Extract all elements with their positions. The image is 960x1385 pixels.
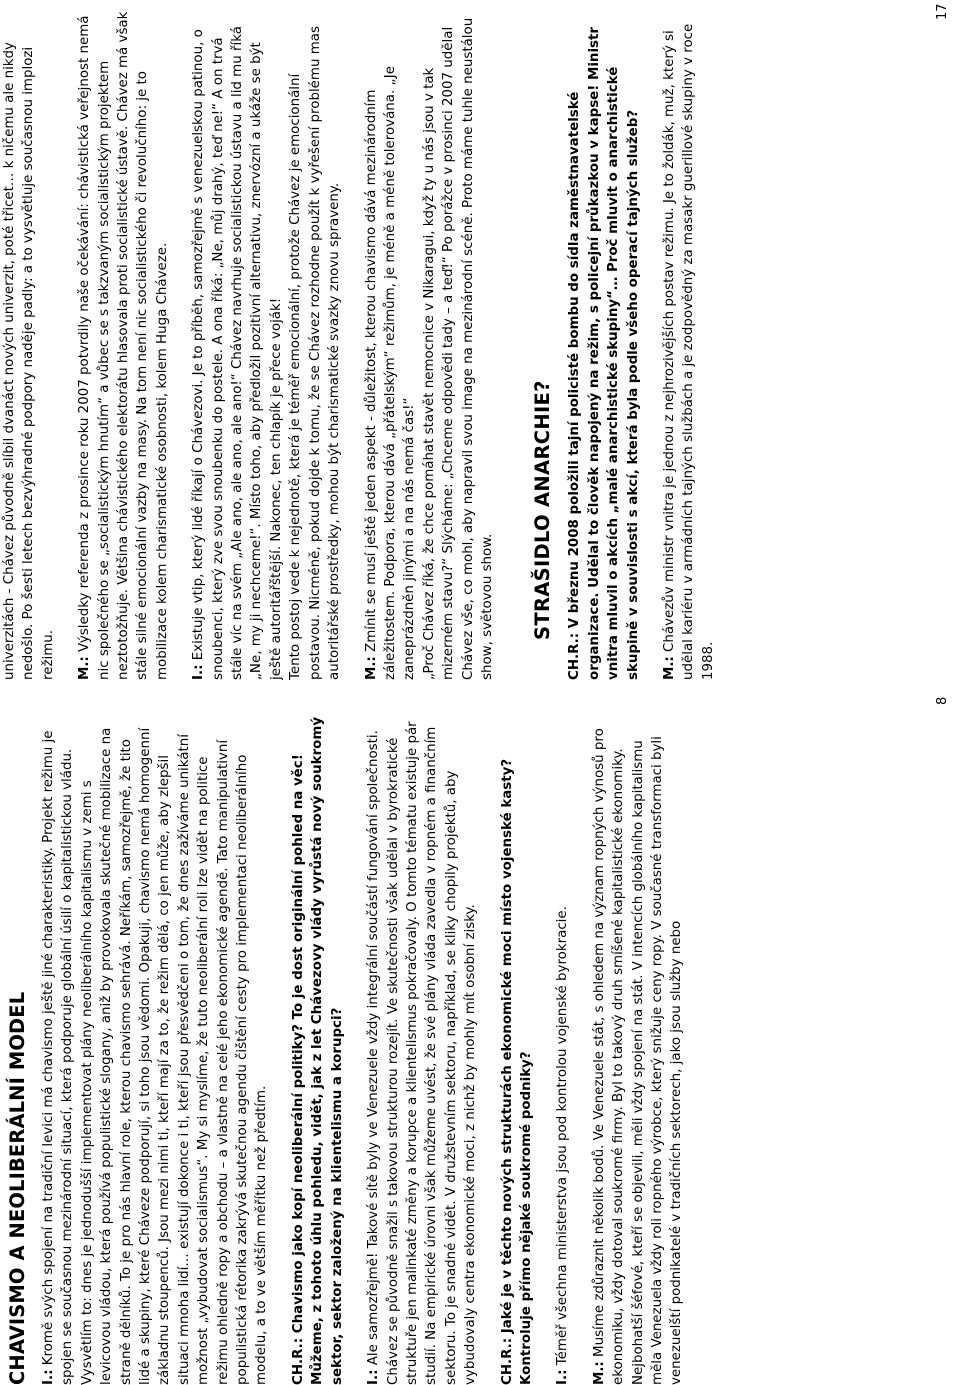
question-text: V březnu 2008 položili tajní policisté bombu do sídla zaměstnavatelské organizace. Udělal to člověk napojený na režim, s policejní průkazkou v kapse! Ministr vnitra mluvil o akcích „malé anarchistické skupiny“… Proč mluvit o anarchistické skupině v souvislosti s akcí, která byla podle všeho operací tajných služeb? xyxy=(567,26,641,680)
page-title: CHAVISMO A NEOLIBERÁLNÍ MODEL xyxy=(6,991,29,1385)
paragraph-3 xyxy=(362,8,420,680)
paragraph-4 xyxy=(660,8,718,680)
paragraph-3 xyxy=(553,713,572,1385)
speaker-label: CH.R.: xyxy=(499,1337,515,1385)
speaker-label: M.: xyxy=(591,1361,607,1385)
paragraph-text: Existuje vtip, který lidé říkají o Chávezovi. Je to příběh, samozřejmě s venezuelskou patinou, o snoubenci, který zve svou snoubenku do postele. A ona říká: „Ne, můj drahý, teď ne!“ A on trvá stále víc na svém „Ale ano, ale ano, ale ano!“ Chávez navrhuje socialistickou ústavu a lid mu říká „Ne, my ji nechceme!“. Místo toho, aby předložil pozitivní alternativu, znervózní a ukáže se být ještě autoritářštější. Nakonec, ten chlapík je přece voják! xyxy=(191,26,284,680)
question-text: Chavismo jako kopí neoliberální politiky? To je dost originální pohled na věc! Můžeme, z tohoto úhlu pohledu, vidět, jak z let Chávezovy vlády vyrůstá nový soukromý sektor, sektor založený na klientelismu a korupci? xyxy=(290,716,345,1385)
paragraph-text: Kromě svých spojení na tradiční levici má chavismo ještě jiné charakteristiky. Projekt režimu je spojen se současnou mezinárodní situací, která podporuje globální úsilí o kapitalistickou vládu. Vysvětlím to: dnes je jednodušší implementovat plány neoliberálního kapitalismu v zemi s levicovou vládou, která používá populistické slogany, aniž by provokovala skutečné mobilizace na straně dělníků. To je pro nás hlavní role, kterou chavismo sehrává. Neříkám, samozřejmě, že tito lidé a skupiny, které Cháveze podporují, si toho jsou vědomi. Opakuji, chavismo nemá homogenní základnu stoupenců. Jsou mezi nimi ti, kteří mají za to, že režim dělá, co jen může, aby zlepšil situaci mnoha lidí… existují dokonce i ti, kteří jsou přesvědčeni o tom, že dnes zažíváme unikátní možnost „vybudovat socialismus“. My si myslíme, že tuto neoliberální roli lze vidět na politice režimu ohledně ropy a obchodu – a vlastně na celé jeho ekonomické agendě. Tato manipulativní populistická rétorika zakrývá skutečnou agendu čištění cesty pro implementaci neoliberálního modelu, a to ve větším měřítku než předtím. xyxy=(41,727,270,1385)
paragraph-text: Výsledky referenda z prosince roku 2007 potvrdily naše očekávání: chávistická veřejnost nemá nic společného se „socialistickým hnutím“ a vůbec se s takzvaným socialistickým projektem neztotožňuje. Většina chávistického elektorátu hlasovala proti socialistické ústavě. Chávez má však stále silné emocionální vazby na masy. Na tom není nic socialistického či revolučního: je to mobilizace kolem charismatické osobnosti, kolem Huga Cháveze. xyxy=(77,11,170,680)
section-title: STRAŠIDLO ANARCHIE? xyxy=(531,380,555,640)
paragraph-text: Ale samozřejmě! Takové sítě byly ve Venezuele vždy integrální součástí fungování společnosti. Chávez se původně snažil s takovou strukturou rozejít. Ve skutečnosti však udělal v byrokratické struktuře jen malinkaté změny a korupce a klientelismus pokračovaly. O tomto tématu existuje pár studií. Na empirické úrovni však můžeme uvést, že své plány vláda zavedla v ropném a finančním sektoru. To je snadné vidět. V družstevním sektoru, například, se kliky chopily projektů, aby vybudovaly centra ekonomické moci, z nichž by mohly mít osobní zisky. xyxy=(366,721,479,1385)
speaker-label: M.: xyxy=(363,656,379,680)
question-2 xyxy=(498,713,537,1385)
paragraph-2-continued: Tento postoj vede k nejednotě, která je téměř emocionální, protože Chávez je emocionální postavou. Nicméně, pokud dojde k tomu, že se Chávez rozhodne použít k vyřešení problému mas autoritářské prostředky, mohou být charismatické svazky znovu spraveny. xyxy=(288,26,343,680)
paragraph-1 xyxy=(39,713,272,1385)
page-number-right: 17 xyxy=(935,3,950,20)
paragraph-4 xyxy=(590,713,687,1385)
question-1 xyxy=(565,8,643,680)
paragraph-continued: univerzitách - Chávez původně slíbil dvanáct nových univerzit, poté třicet… k ničemu ale nikdy nedošlo. Po šesti letech bezvýhradné podpory naděje padly: a to vysvětluje současnou implozi režimu. xyxy=(2,42,56,680)
left-page xyxy=(0,713,960,1385)
paragraph-1 xyxy=(75,8,172,680)
speaker-label: M.: xyxy=(661,656,677,680)
speaker-label: M.: xyxy=(77,656,93,680)
speaker-label: CH.R.: xyxy=(567,632,583,680)
speaker-label: I.: xyxy=(366,1369,382,1385)
question-text: Jaké je v těchto nových strukturách ekonomické moci místo vojenské kasty? Kontroluje přímo nějaké soukromé podniky? xyxy=(499,758,534,1385)
paragraph-3-continued: „Proč Chávez říká, že chce pomáhat stavět nemocnice v Nikaragui, když ty u nás jsou v tak mizerném stavu?“ Slýcháme: „Chceme odpovědi tady – a teď!“ Po porážce v prosinci 2007 udělal Chávez vše, co mohl, aby napravil svou image na mezinárodní scéně. Proto máme tuhle neustálou show, světovou show. xyxy=(421,17,495,680)
right-page xyxy=(0,8,960,680)
speaker-label: CH.R.: xyxy=(290,1337,306,1385)
speaker-label: I.: xyxy=(555,1369,571,1385)
paragraph-text: Musíme zdůraznit několik bodů. Ve Venezuele stát, s ohledem na význam ropných výnosů pro ekonomiku, vždy dotoval soukromé firmy. Byl to takový druh smíšené kapitalistické ekonomiky. Nejbohatší šéfové, kteří se objevili, měli vždy spojení na stát. V intencích globálního kapitalismu měla Venezuela vždy roli ropného výrobce, který snižuje ceny ropy. V současné transformaci byli venezuelští podnikatelé v tradičních sektorech, jako jsou služby nebo xyxy=(591,728,685,1385)
page-number-left: 8 xyxy=(935,696,950,705)
question-1 xyxy=(289,713,347,1385)
paragraph-2 xyxy=(189,8,286,680)
paragraph-text: Zmínit se musí ještě jeden aspekt - důležitost, kterou chavismo dává mezinárodním záležitostem. Podpora, kterou dává „přátelským“ režimům, je méně a méně tolerována. „Je zaneprázdněn jinými a na nás nemá čas!“ xyxy=(363,66,418,680)
speaker-label: I.: xyxy=(41,1369,56,1385)
speaker-label: I.: xyxy=(191,664,207,680)
paragraph-text: Chávezův ministr vnitra je jednou z nejhrozivějších postav režimu. Je to žoldák, muž, který si udělal kariéru v armádních tajných službách a je zodpovědný za masakr guerillové skupiny v roce 1988. xyxy=(661,23,716,680)
paragraph-text: Téměř všechna ministerstva jsou pod kontrolou vojenské byrokracie. xyxy=(555,906,571,1370)
paragraph-2 xyxy=(364,713,480,1385)
